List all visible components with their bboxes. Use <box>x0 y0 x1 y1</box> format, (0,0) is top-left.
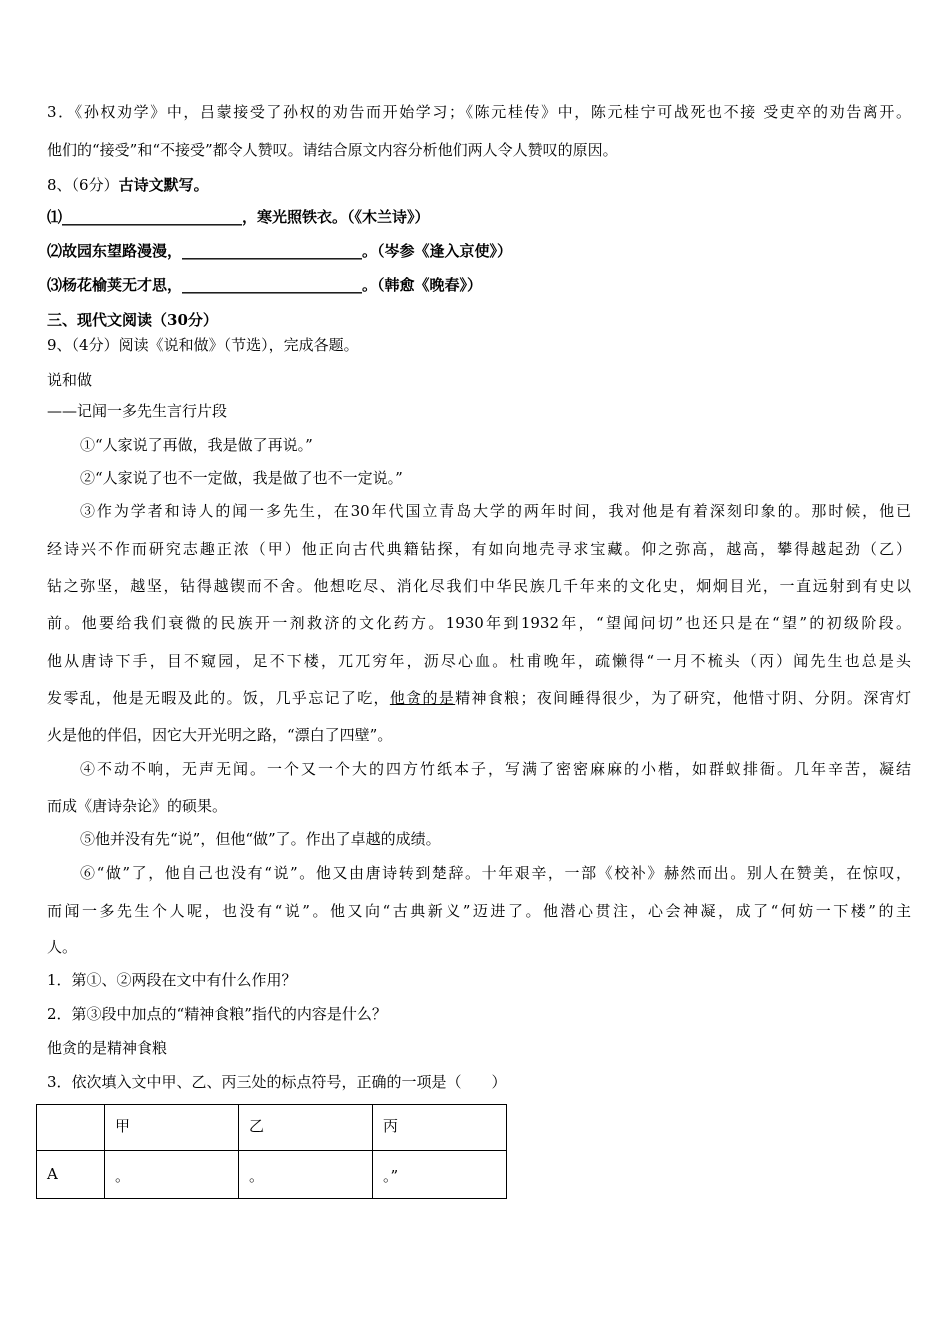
article-title: 说和做 <box>47 371 93 389</box>
table-header-cell: 甲 <box>105 1105 239 1151</box>
paragraph-3-line-6-start: 发零乱，他是无暇及此的。饭，几乎忘记了吃， <box>47 689 390 707</box>
paragraph-3-line-7: 火是他的伴侣，因它大开光明之路，“漂白了四壁”。 <box>47 726 393 744</box>
table-header-row <box>37 1105 507 1151</box>
paragraph-1: ①“人家说了再做，我是做了再说。” <box>80 436 313 454</box>
answer-table <box>36 1104 507 1199</box>
paragraph-6-line-1: ⑥“做”了，他自己也没有“说”。他又由唐诗转到楚辞。十年艰辛，一部《校补》赫然而出。别人在赞美，在惊叹， <box>80 864 911 882</box>
underlined-phrase: 他贪的是 <box>389 689 456 707</box>
question-3: 3．依次填入文中甲、乙、丙三处的标点符号，正确的一项是（ ） <box>47 1073 507 1091</box>
question-1: 1．第①、②两段在文中有什么作用？ <box>47 971 297 989</box>
paragraph-3-line-1: ③作为学者和诗人的闻一多先生，在30年代国立青岛大学的两年时间，我对他是有着深刻印象的。那时候，他已 <box>80 502 911 520</box>
paragraph-3-line-5: 他从唐诗下手，目不窥园，足不下楼，兀兀穷年，沥尽心血。杜甫晚年，疏懒得“一月不梳头（丙）闻先生也总是头 <box>47 652 911 670</box>
paragraph-3-line-4: 前。他要给我们衰微的民族开一剂救济的文化药方。1930年到1932年，“望闻问切”也还只是在“望”的初级阶段。 <box>47 614 911 632</box>
paragraph-3-line-6-end: 精神食粮；夜间睡得很少，为了研究，他惜寸阴、分阴。深宵灯 <box>455 689 911 707</box>
paragraph-5: ⑤他并没有先“说”，但他“做”了。作出了卓越的成绩。 <box>80 830 441 848</box>
q8-title: 古诗文默写。 <box>118 176 209 194</box>
table-cell: 。” <box>373 1151 507 1199</box>
article-subtitle: ——记闻一多先生言行片段 <box>47 402 228 420</box>
table-cell: A <box>37 1151 105 1199</box>
section-heading: 三、现代文阅读（30分） <box>47 311 218 329</box>
question-2: 2．第③段中加点的“精神食粮”指代的内容是什么？ <box>47 1005 387 1023</box>
paragraph-3-line-3: 钻之弥坚，越坚，钻得越锲而不舍。他想吃尽、消化尽我们中华民族几千年来的文化史，炯炯目光，一直远射到有史以 <box>47 577 911 595</box>
paragraph-6-line-3: 人。 <box>47 938 78 956</box>
q8-number: 8、（6分） <box>47 176 119 194</box>
paragraph-2: ②“人家说了也不一定做，我是做了也不一定说。” <box>80 469 403 487</box>
table-header-cell: 丙 <box>373 1105 507 1151</box>
table-row <box>37 1151 507 1199</box>
question-2-note: 他贪的是精神食粮 <box>47 1039 168 1057</box>
q8-heading <box>47 175 209 195</box>
q8-item-2: ⑵故园东望路漫漫，________________________。（岑参《逢入京使》） <box>47 242 513 260</box>
paragraph-4-line-2: 而成《唐诗杂论》的硕果。 <box>47 797 228 815</box>
table-cell: 。 <box>105 1151 239 1199</box>
paragraph-3-line-6 <box>47 688 911 708</box>
q8-item-1: ⑴________________________，寒光照铁衣。（《木兰诗》） <box>47 208 430 226</box>
table-header-cell: 乙 <box>239 1105 373 1151</box>
q9-heading: 9、（4分）阅读《说和做》（节选），完成各题。 <box>47 336 359 354</box>
paragraph-4-line-1: ④不动不响，无声无闻。一个又一个大的四方竹纸本子，写满了密密麻麻的小楷，如群蚁排衙。几年辛苦，凝结 <box>80 760 911 778</box>
table-header-cell <box>37 1105 105 1151</box>
q3-text-line1: 3．《孙权劝学》中，吕蒙接受了孙权的劝告而开始学习；《陈元桂传》中，陈元桂宁可战死也不接 受吏卒的劝告离开。 <box>47 103 911 121</box>
paragraph-6-line-2: 而闻一多先生个人呢，也没有“说”。他又向“古典新义”迈进了。他潜心贯注，心会神凝，成了“何妨一下楼”的主 <box>47 902 912 920</box>
q3-text-line2: 他们的“接受”和“不接受”都令人赞叹。请结合原文内容分析他们两人令人赞叹的原因。 <box>47 141 618 159</box>
q8-item-3: ⑶杨花榆荚无才思，________________________。（韩愈《晚春》） <box>47 276 483 294</box>
paragraph-3-line-2: 经诗兴不作而研究志趣正浓（甲）他正向古代典籍钻探，有如向地壳寻求宝藏。仰之弥高，越高，攀得越起劲（乙） <box>47 540 911 558</box>
table-cell: 。 <box>239 1151 373 1199</box>
